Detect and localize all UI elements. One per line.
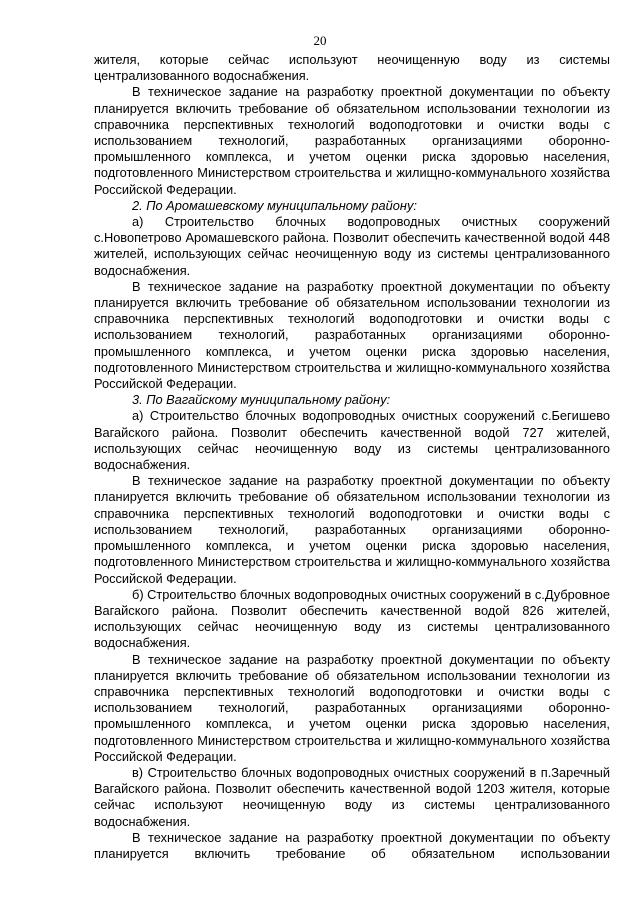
paragraph: а) Строительство блочных водопроводных очистных сооружений с.Бегишево Вагайского района. Позволит обеспечить качественной водой 727 жителей, использующих сейчас неочищенную воду из системы централизованного водоснабжения. xyxy=(94,408,610,473)
paragraph: жителя, которые сейчас используют неочищенную воду из системы централизованного водоснабжения. xyxy=(94,52,610,84)
paragraph: в) Строительство блочных водопроводных очистных сооружений в п.Заречный Вагайского района. Позволит обеспечить качественной водой 1203 жителя, которые сейчас используют неочищенную воду из системы централизованного водоснабжения. xyxy=(94,764,610,829)
paragraph: а) Строительство блочных водопроводных очистных сооружений с.Новопетрово Аромашевского района. Позволит обеспечить качественной водой 448 жителей, использующих сейчас неочищенную воду из системы централизованного водоснабжения. xyxy=(94,214,610,278)
paragraph: В техническое задание на разработку проектной документации по объекту планируется включить требование об обязательном использовании технологии из справочника перспективных технологий водоподготовки и очистки воды с использованием технологий, разработанных организациями оборонно-промышленного комплекса, и учетом оценки риска здоровью населения, подготовленного Министерством строительства и жилищно-коммунального хозяйства Российской Федерации. xyxy=(94,473,610,586)
paragraph: В техническое задание на разработку проектной документации по объекту планируется включить требование об обязательном использовании xyxy=(94,829,610,861)
page-number: 20 xyxy=(313,33,327,48)
document-body xyxy=(94,52,610,862)
paragraph: В техническое задание на разработку проектной документации по объекту планируется включить требование об обязательном использовании технологии из справочника перспективных технологий водоподготовки и очистки воды с использованием технологий, разработанных организациями оборонно-промышленного комплекса, и учетом оценки риска здоровью населения, подготовленного Министерством строительства и жилищно-коммунального хозяйства Российской Федерации. xyxy=(94,651,610,764)
paragraph: В техническое задание на разработку проектной документации по объекту планируется включить требование об обязательном использовании технологии из справочника перспективных технологий водоподготовки и очистки воды с использованием технологий, разработанных организациями оборонно-промышленного комплекса, и учетом оценки риска здоровью населения, подготовленного Министерством строительства и жилищно-коммунального хозяйства Российской Федерации. xyxy=(94,84,610,197)
paragraph: В техническое задание на разработку проектной документации по объекту планируется включить требование об обязательном использовании технологии из справочника перспективных технологий водоподготовки и очистки воды с использованием технологий, разработанных организациями оборонно-промышленного комплекса, и учетом оценки риска здоровью населения, подготовленного Министерством строительства и жилищно-коммунального хозяйства Российской Федерации. xyxy=(94,278,610,392)
paragraph: б) Строительство блочных водопроводных очистных сооружений в с.Дубровное Вагайского района. Позволит обеспечить качественной водой 826 жителей, использующих сейчас неочищенную воду из системы централизованного водоснабжения. xyxy=(94,586,610,651)
section-heading: 2. По Аромашевскому муниципальному району: xyxy=(132,197,417,213)
section-heading: 3. По Вагайскому муниципальному району: xyxy=(132,392,391,408)
